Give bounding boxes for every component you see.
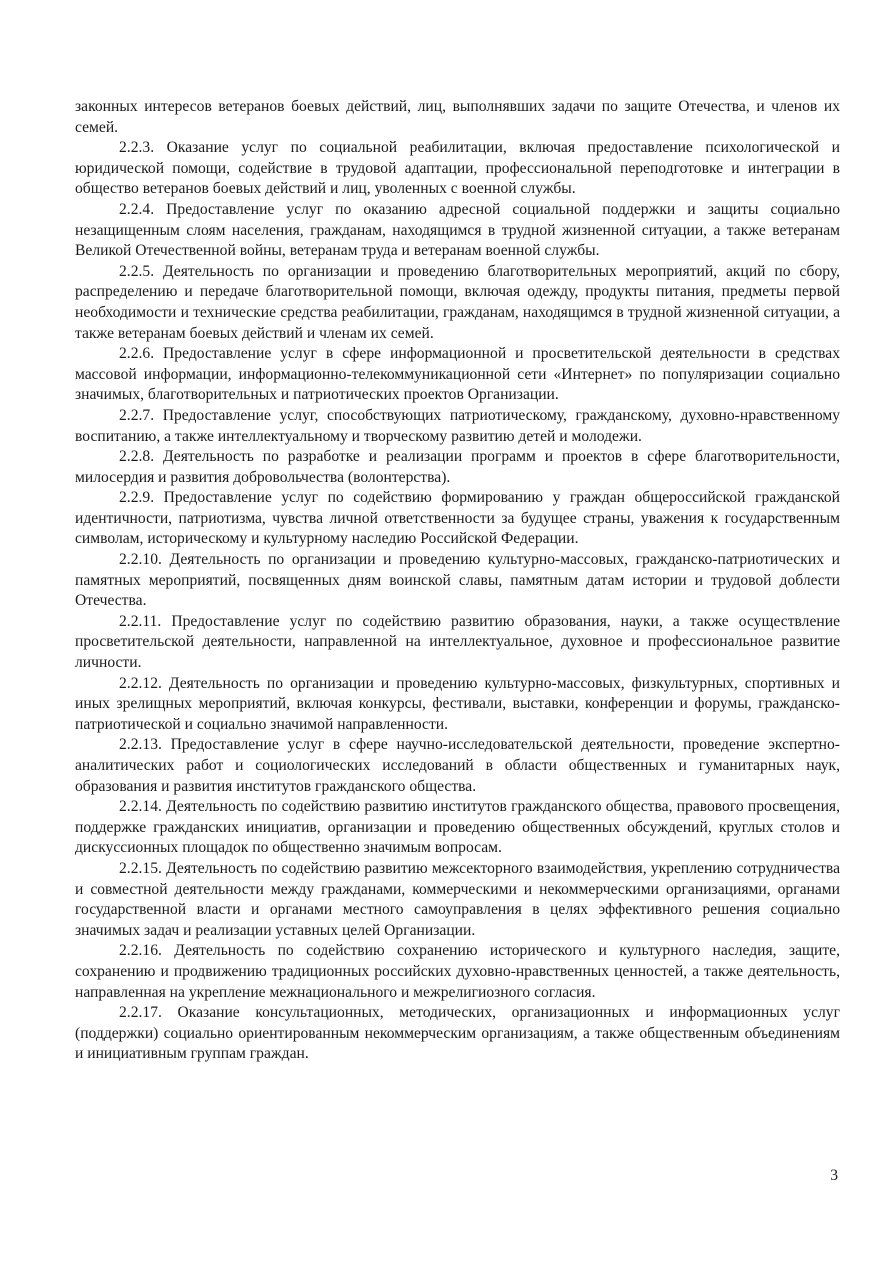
continuation-paragraph: законных интересов ветеранов боевых действий, лиц, выполнявших задачи по защите Отечества, и членов их семей. xyxy=(75,98,840,136)
paragraph-2-2-4: 2.2.4. Предоставление услуг по оказанию адресной социальной поддержки и защиты социально незащищенным слоям населения, гражданам, находящимся в трудной жизненной ситуации, а также ветеранам Великой Отечественной войны, ветеранам труда и ветеранам военной службы. xyxy=(75,200,840,260)
paragraph-2-2-9: 2.2.9. Предоставление услуг по содействию формированию у граждан общероссийской гражданской идентичности, патриотизма, чувства личной ответственности за будущее страны, уважения к государственным символам, историческому и культурному наследию Российской Федерации. xyxy=(75,489,840,548)
paragraph-2-2-6: 2.2.6. Предоставление услуг в сфере информационной и просветительской деятельности в средствах массовой информации, информационно-телекоммуникационной сети «Интернет» по популяризации социально значимых, благотворительных и патриотических проектов Организации. xyxy=(75,345,840,404)
paragraph-2-2-10: 2.2.10. Деятельность по организации и проведению культурно-массовых, гражданско-патриотических и памятных мероприятий, посвященных дням воинской славы, памятным датам истории и трудовой доблести Отечества. xyxy=(75,551,840,610)
page-number: 3 xyxy=(830,1167,838,1184)
paragraph-2-2-16: 2.2.16. Деятельность по содействию сохранению исторического и культурного наследия, защите, сохранению и продвижению традиционных российских духовно-нравственных ценностей, а также деятельность, направленная на укрепление межнационального и межрелигиозного согласия. xyxy=(75,942,840,1001)
paragraph-2-2-11: 2.2.11. Предоставление услуг по содействию развитию образования, науки, а также осуществление просветительской деятельности, направленной на интеллектуальное, духовное и профессиональное развитие личности. xyxy=(75,612,840,672)
document-body xyxy=(75,97,840,1065)
paragraph-2-2-3: 2.2.3. Оказание услуг по социальной реабилитации, включая предоставление психологической и юридической помощи, содействие в трудовой адаптации, профессиональной переподготовке и интеграции в общество ветеранов боевых действий и лиц, уволенных с военной службы. xyxy=(75,139,840,198)
paragraph-2-2-8: 2.2.8. Деятельность по разработке и реализации программ и проектов в сфере благотворительности, милосердия и развития добровольчества (волонтерства). xyxy=(75,448,840,486)
paragraph-2-2-5: 2.2.5. Деятельность по организации и проведению благотворительных мероприятий, акций по сбору, распределению и передаче благотворительной помощи, включая одежду, продукты питания, предметы первой необходимости и технические средства реабилитации, гражданам, находящимся в трудной жизненной ситуации, а также ветеранам боевых действий и членам их семей. xyxy=(75,262,840,342)
paragraph-2-2-14: 2.2.14. Деятельность по содействию развитию институтов гражданского общества, правового просвещения, поддержке гражданских инициатив, организации и проведению общественных обсуждений, круглых столов и дискуссионных площадок по общественно значимым вопросам. xyxy=(75,798,840,857)
paragraph-2-2-13: 2.2.13. Предоставление услуг в сфере научно-исследовательской деятельности, проведение экспертно-аналитических работ и социологических исследований в области общественных и гуманитарных наук, образования и развития институтов гражданского общества. xyxy=(75,736,840,795)
paragraph-2-2-7: 2.2.7. Предоставление услуг, способствующих патриотическому, гражданскому, духовно-нравственному воспитанию, а также интеллектуальному и творческому развитию детей и молодежи. xyxy=(75,406,840,445)
paragraph-2-2-12: 2.2.12. Деятельность по организации и проведению культурно-массовых, физкультурных, спортивных и иных зрелищных мероприятий, включая конкурсы, фестивали, выставки, конференции и форумы, гражданско-патриотической и социально значимой направленности. xyxy=(75,674,840,733)
paragraph-2-2-15: 2.2.15. Деятельность по содействию развитию межсекторного взаимодействия, укреплению сотрудничества и совместной деятельности между гражданами, коммерческими и некоммерческими организациями, органами государственной власти и органами местного самоуправления в целях эффективного решения социально значимых задач и реализации уставных целей Организации. xyxy=(75,859,840,939)
paragraph-2-2-17: 2.2.17. Оказание консультационных, методических, организационных и информационных услуг (поддержки) социально ориентированным некоммерческим организациям, а также общественным объединениям и инициативным группам граждан. xyxy=(75,1004,840,1063)
